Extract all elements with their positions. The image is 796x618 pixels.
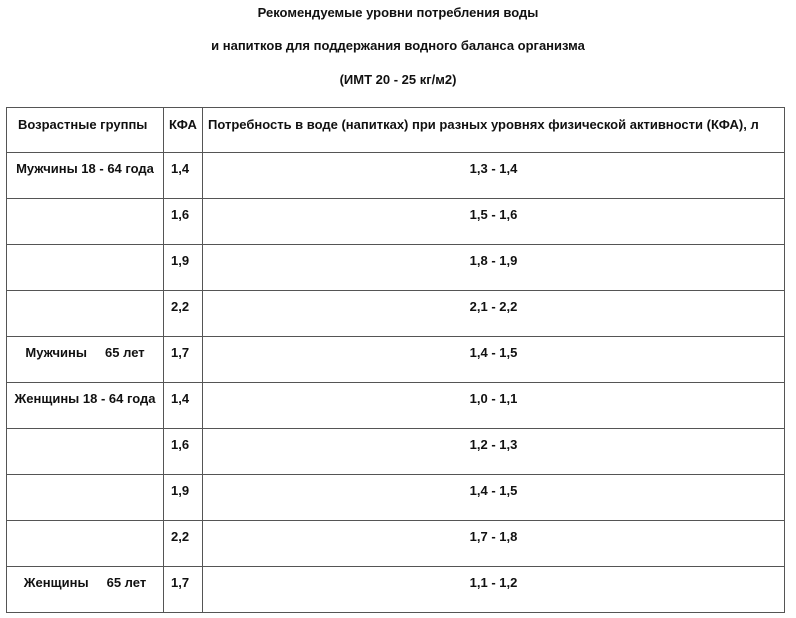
cell-kfa: 1,9 (164, 245, 203, 291)
header-kfa: КФА (164, 108, 203, 153)
cell-group (7, 521, 164, 567)
cell-need: 1,8 - 1,9 (203, 245, 785, 291)
table-row (7, 521, 785, 567)
table-row (7, 199, 785, 245)
header-water-need: Потребность в воде (напитках) при разных уровнях физической активности (КФА), л (203, 108, 785, 153)
cell-group (7, 475, 164, 521)
cell-kfa: 1,6 (164, 199, 203, 245)
cell-need: 1,5 - 1,6 (203, 199, 785, 245)
cell-group (7, 291, 164, 337)
table-row (7, 567, 785, 613)
cell-kfa: 1,9 (164, 475, 203, 521)
cell-kfa: 2,2 (164, 521, 203, 567)
water-needs-table (6, 107, 785, 613)
cell-kfa: 1,4 (164, 153, 203, 199)
table-row (7, 475, 785, 521)
table-row (7, 245, 785, 291)
title-line-1: Рекомендуемые уровни потребления воды (257, 5, 539, 20)
title-line-2: и напитков для поддержания водного баланса организма (211, 38, 585, 53)
title-line-3: (ИМТ 20 - 25 кг/м2) (339, 72, 457, 87)
cell-group: Женщины 65 лет (7, 567, 164, 613)
cell-kfa: 1,4 (164, 383, 203, 429)
header-age-groups: Возрастные группы (7, 108, 164, 153)
table-row (7, 429, 785, 475)
cell-need: 2,1 - 2,2 (203, 291, 785, 337)
table-row (7, 291, 785, 337)
cell-kfa: 1,6 (164, 429, 203, 475)
cell-group: Женщины 18 - 64 года (7, 383, 164, 429)
cell-kfa: 2,2 (164, 291, 203, 337)
cell-need: 1,1 - 1,2 (203, 567, 785, 613)
table-header-row (7, 108, 785, 153)
cell-group (7, 429, 164, 475)
cell-need: 1,0 - 1,1 (203, 383, 785, 429)
cell-group: Мужчины 18 - 64 года (7, 153, 164, 199)
cell-need: 1,4 - 1,5 (203, 475, 785, 521)
table-row (7, 153, 785, 199)
table-row (7, 383, 785, 429)
cell-need: 1,4 - 1,5 (203, 337, 785, 383)
cell-group (7, 199, 164, 245)
cell-group: Мужчины 65 лет (7, 337, 164, 383)
table-row (7, 337, 785, 383)
cell-need: 1,2 - 1,3 (203, 429, 785, 475)
cell-need: 1,7 - 1,8 (203, 521, 785, 567)
cell-kfa: 1,7 (164, 567, 203, 613)
cell-kfa: 1,7 (164, 337, 203, 383)
cell-group (7, 245, 164, 291)
cell-need: 1,3 - 1,4 (203, 153, 785, 199)
